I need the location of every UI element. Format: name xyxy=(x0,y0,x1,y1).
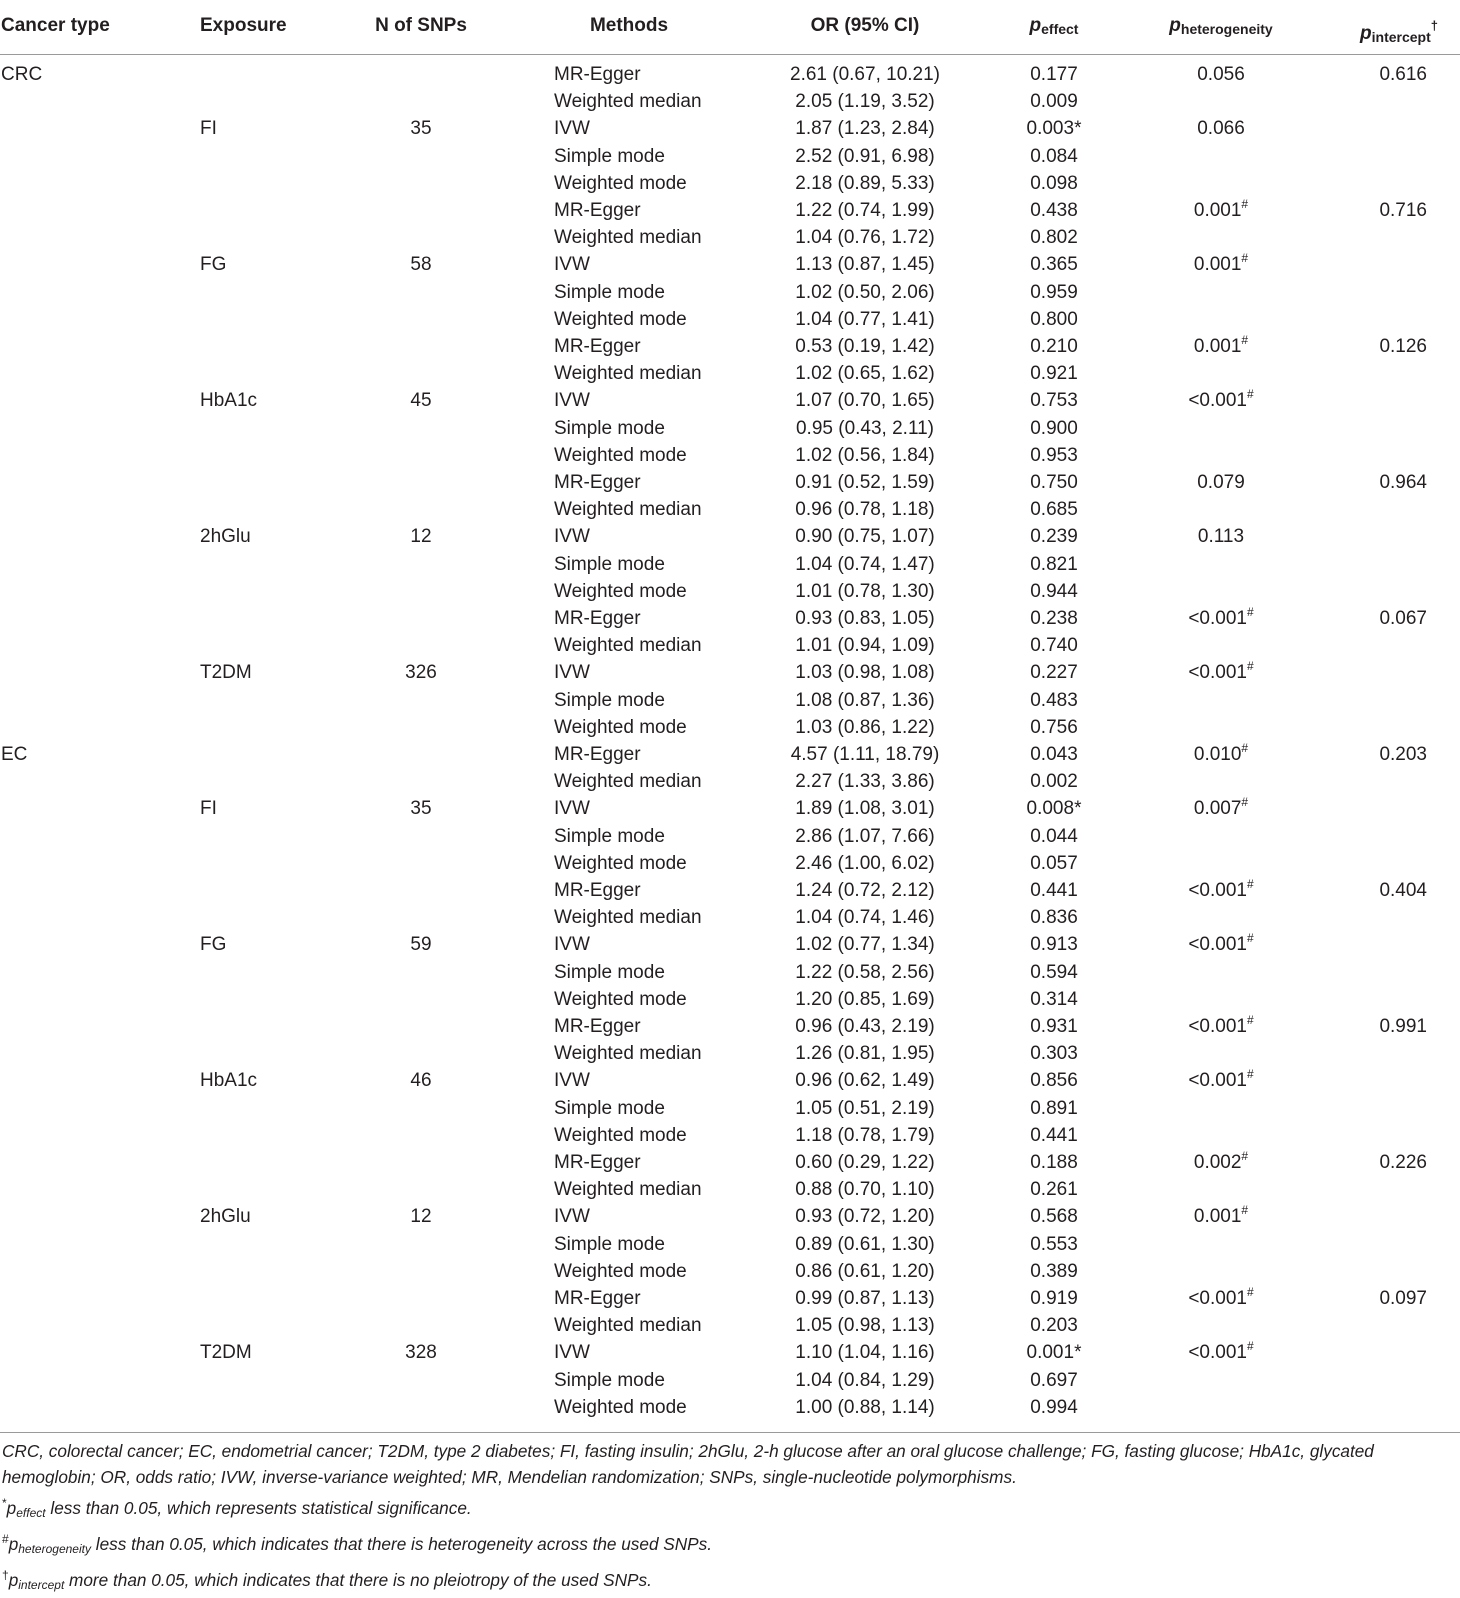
cell-method: IVW xyxy=(554,1070,590,1092)
cell-or-ci: 2.18 (0.89, 5.33) xyxy=(795,172,935,194)
cell-n-snps: 58 xyxy=(410,254,432,276)
cell-or-ci: 2.61 (0.67, 10.21) xyxy=(790,64,940,85)
cell-cancer-type: EC xyxy=(1,744,28,765)
cell-p-effect: 0.001* xyxy=(1026,1342,1082,1364)
cell-method: Weighted mode xyxy=(554,852,687,874)
cell-or-ci: 1.02 (0.65, 1.62) xyxy=(795,363,935,385)
cell-or-ci: 0.96 (0.62, 1.49) xyxy=(795,1070,935,1092)
cell-or-ci: 1.04 (0.74, 1.47) xyxy=(795,553,935,575)
cell-p-effect: 0.821 xyxy=(1030,553,1078,575)
cell-p-effect: 0.802 xyxy=(1030,227,1078,249)
table-row xyxy=(0,1367,1460,1394)
cell-p-effect: 0.438 xyxy=(1030,200,1078,221)
cell-or-ci: 1.02 (0.77, 1.34) xyxy=(795,934,935,956)
cell-n-snps: 326 xyxy=(405,662,437,684)
cell-method: Weighted mode xyxy=(554,1260,687,1282)
table-row xyxy=(0,1231,1460,1258)
cell-p-heterogeneity: <0.001# xyxy=(1188,1285,1254,1309)
table-row xyxy=(0,197,1460,224)
cell-p-effect: 0.913 xyxy=(1030,934,1078,956)
cell-method: MR-Egger xyxy=(554,880,641,901)
cell-method: Weighted median xyxy=(554,1179,702,1201)
table-row xyxy=(0,605,1460,632)
table-row xyxy=(0,632,1460,659)
cell-method: IVW xyxy=(554,934,590,956)
header-methods: Methods xyxy=(589,15,669,36)
cell-method: Simple mode xyxy=(554,1233,665,1255)
cell-p-effect: 0.389 xyxy=(1030,1260,1078,1282)
cell-p-effect: 0.203 xyxy=(1030,1315,1078,1337)
table-row xyxy=(0,496,1460,523)
table-row xyxy=(0,578,1460,605)
cell-p-effect: 0.919 xyxy=(1030,1288,1078,1309)
cell-p-effect: 0.959 xyxy=(1030,281,1078,303)
cell-p-effect: 0.057 xyxy=(1030,852,1078,874)
cell-or-ci: 1.13 (0.87, 1.45) xyxy=(795,254,935,276)
heterogeneity-mark: # xyxy=(1241,1203,1249,1218)
cell-method: MR-Egger xyxy=(554,1152,641,1173)
cell-p-heterogeneity: <0.001# xyxy=(1188,877,1254,901)
heterogeneity-mark: # xyxy=(1241,333,1249,347)
cell-p-effect: 0.314 xyxy=(1030,988,1078,1010)
cell-p-effect: 0.800 xyxy=(1030,308,1078,330)
cell-p-heterogeneity: 0.056 xyxy=(1197,64,1245,85)
cell-p-effect: 0.303 xyxy=(1030,1043,1078,1065)
table-row xyxy=(0,1122,1460,1149)
cell-or-ci: 1.87 (1.23, 2.84) xyxy=(795,118,935,140)
cell-method: IVW xyxy=(554,390,590,412)
cell-p-effect: 0.753 xyxy=(1030,390,1078,412)
table-row xyxy=(0,1258,1460,1285)
cell-method: IVW xyxy=(554,1342,590,1364)
cell-method: Weighted mode xyxy=(554,172,687,194)
cell-p-intercept: 0.097 xyxy=(1379,1288,1427,1309)
cell-method: IVW xyxy=(554,118,590,140)
cell-method: Simple mode xyxy=(554,417,665,439)
table-row xyxy=(0,714,1460,741)
cell-p-heterogeneity: 0.001# xyxy=(1193,333,1249,357)
cell-exposure: FI xyxy=(200,798,217,820)
cell-p-effect: 0.044 xyxy=(1030,825,1078,847)
header-p-heterogeneity: pheterogeneity xyxy=(1169,15,1273,37)
cell-p-effect: 0.177 xyxy=(1030,64,1078,85)
cell-p-effect: 0.261 xyxy=(1030,1179,1078,1201)
cell-p-effect: 0.568 xyxy=(1030,1206,1078,1228)
cell-method: Simple mode xyxy=(554,145,665,167)
cell-p-heterogeneity: <0.001# xyxy=(1188,1013,1254,1037)
cell-p-effect: 0.227 xyxy=(1030,662,1078,684)
table-row xyxy=(0,1312,1460,1339)
cell-exposure: 2hGlu xyxy=(200,526,251,548)
cell-p-heterogeneity: 0.007# xyxy=(1193,795,1249,820)
cell-or-ci: 0.96 (0.78, 1.18) xyxy=(795,499,935,521)
cell-method: Simple mode xyxy=(554,1369,665,1391)
table-row xyxy=(0,224,1460,251)
table-row xyxy=(0,741,1460,768)
cell-or-ci: 0.60 (0.29, 1.22) xyxy=(795,1152,935,1173)
table-row xyxy=(0,795,1460,822)
cell-method: Weighted median xyxy=(554,227,702,249)
table-row xyxy=(0,1067,1460,1094)
table-row xyxy=(0,442,1460,469)
heterogeneity-mark: # xyxy=(1246,1013,1254,1027)
cell-or-ci: 0.93 (0.72, 1.20) xyxy=(795,1206,935,1228)
cell-cancer-type: CRC xyxy=(1,64,43,85)
heterogeneity-mark: # xyxy=(1246,1285,1254,1299)
cell-or-ci: 2.52 (0.91, 6.98) xyxy=(795,145,935,167)
cell-p-effect: 0.009 xyxy=(1030,91,1078,113)
cell-or-ci: 0.86 (0.61, 1.20) xyxy=(795,1260,935,1282)
heterogeneity-mark: # xyxy=(1246,387,1254,402)
cell-p-heterogeneity: 0.001# xyxy=(1193,251,1249,276)
cell-method: MR-Egger xyxy=(554,336,641,357)
table-row xyxy=(0,415,1460,442)
cell-n-snps: 35 xyxy=(410,798,432,820)
table-row xyxy=(0,1394,1460,1421)
cell-p-effect: 0.836 xyxy=(1030,907,1078,929)
cell-method: IVW xyxy=(554,1206,590,1228)
cell-n-snps: 328 xyxy=(405,1342,437,1364)
table-row xyxy=(0,170,1460,197)
cell-p-heterogeneity: 0.113 xyxy=(1197,526,1245,548)
table-row xyxy=(0,986,1460,1013)
table-row xyxy=(0,1285,1460,1312)
cell-or-ci: 2.46 (1.00, 6.02) xyxy=(795,852,935,874)
table-row xyxy=(0,551,1460,578)
cell-method: Weighted median xyxy=(554,907,702,929)
cell-p-effect: 0.594 xyxy=(1030,961,1078,983)
heterogeneity-mark: # xyxy=(1246,605,1254,619)
heterogeneity-mark: # xyxy=(1246,931,1254,946)
cell-method: Weighted median xyxy=(554,771,702,793)
cell-or-ci: 1.07 (0.70, 1.65) xyxy=(795,390,935,412)
cell-p-effect: 0.900 xyxy=(1030,417,1078,439)
cell-method: MR-Egger xyxy=(554,1016,641,1037)
cell-method: MR-Egger xyxy=(554,472,641,493)
cell-p-effect: 0.483 xyxy=(1030,689,1078,711)
cell-method: Simple mode xyxy=(554,689,665,711)
cell-p-heterogeneity: 0.001# xyxy=(1193,197,1249,221)
cell-p-intercept: 0.126 xyxy=(1379,336,1427,357)
cell-or-ci: 1.02 (0.56, 1.84) xyxy=(795,444,935,466)
table-row xyxy=(0,850,1460,877)
cell-or-ci: 0.93 (0.83, 1.05) xyxy=(795,608,935,629)
table-row xyxy=(0,387,1460,414)
cell-method: Simple mode xyxy=(554,281,665,303)
cell-p-effect: 0.856 xyxy=(1030,1070,1078,1092)
cell-p-effect: 0.441 xyxy=(1030,1124,1078,1146)
table-row xyxy=(0,1013,1460,1040)
cell-exposure: T2DM xyxy=(200,662,252,684)
cell-p-effect: 0.953 xyxy=(1030,444,1078,466)
heterogeneity-mark: # xyxy=(1246,877,1254,891)
cell-method: Simple mode xyxy=(554,553,665,575)
cell-method: Weighted mode xyxy=(554,716,687,738)
cell-method: MR-Egger xyxy=(554,744,641,765)
cell-exposure: T2DM xyxy=(200,1342,252,1364)
footnote-heterogeneity: #pheterogeneity less than 0.05, which indicates that there is heterogeneity across the used SNPs. xyxy=(2,1532,712,1556)
cell-exposure: HbA1c xyxy=(200,390,258,412)
table-row xyxy=(0,659,1460,686)
cell-or-ci: 1.26 (0.81, 1.95) xyxy=(795,1043,935,1065)
table-row xyxy=(0,877,1460,904)
footnote-abbreviations: CRC, colorectal cancer; EC, endometrial cancer; T2DM, type 2 diabetes; FI, fasting insulin; 2hGlu, 2-h glucose after an oral glucose challenge; FG, fasting glucose; HbA1c, glycated hemoglobin; OR, odds ratio; IVW, inverse-variance weighted; MR, Mendelian randomization; SNPs, single-nucleotide polymorphisms. xyxy=(2,1441,1374,1487)
cell-n-snps: 46 xyxy=(410,1070,432,1092)
heterogeneity-mark: # xyxy=(1241,741,1249,755)
cell-p-effect: 0.098 xyxy=(1030,172,1078,194)
cell-p-intercept: 0.716 xyxy=(1379,200,1427,221)
cell-or-ci: 0.95 (0.43, 2.11) xyxy=(795,417,935,439)
table-row xyxy=(0,1176,1460,1203)
cell-or-ci: 0.90 (0.75, 1.07) xyxy=(795,526,935,548)
cell-or-ci: 1.01 (0.94, 1.09) xyxy=(795,635,935,657)
cell-exposure: HbA1c xyxy=(200,1070,258,1092)
table-row xyxy=(0,1149,1460,1176)
table-row xyxy=(0,115,1460,142)
cell-method: Simple mode xyxy=(554,961,665,983)
cell-or-ci: 1.04 (0.76, 1.72) xyxy=(795,227,935,249)
cell-method: Simple mode xyxy=(554,1097,665,1119)
cell-method: MR-Egger xyxy=(554,1288,641,1309)
table-header xyxy=(0,0,1460,55)
cell-p-heterogeneity: 0.010# xyxy=(1193,741,1249,765)
heterogeneity-mark: # xyxy=(1241,251,1249,266)
cell-n-snps: 12 xyxy=(410,1206,432,1228)
cell-n-snps: 45 xyxy=(410,390,432,412)
cell-or-ci: 1.04 (0.84, 1.29) xyxy=(795,1369,935,1391)
cell-or-ci: 2.05 (1.19, 3.52) xyxy=(795,91,935,113)
table-row xyxy=(0,687,1460,714)
cell-p-heterogeneity: 0.079 xyxy=(1197,472,1245,493)
header-exposure: Exposure xyxy=(200,15,287,36)
table-row xyxy=(0,306,1460,333)
cell-or-ci: 1.03 (0.98, 1.08) xyxy=(795,662,935,684)
cell-p-heterogeneity: <0.001# xyxy=(1188,605,1254,629)
cell-method: MR-Egger xyxy=(554,64,641,85)
cell-n-snps: 59 xyxy=(410,934,432,956)
cell-p-heterogeneity: <0.001# xyxy=(1188,1067,1254,1092)
cell-or-ci: 1.22 (0.58, 2.56) xyxy=(795,961,935,983)
cell-p-effect: 0.084 xyxy=(1030,145,1078,167)
cell-or-ci: 1.20 (0.85, 1.69) xyxy=(795,988,935,1010)
table-row xyxy=(0,931,1460,958)
cell-p-intercept: 0.404 xyxy=(1379,880,1427,901)
cell-p-heterogeneity: 0.066 xyxy=(1197,118,1245,140)
cell-or-ci: 1.22 (0.74, 1.99) xyxy=(795,200,935,221)
cell-p-effect: 0.003* xyxy=(1026,118,1082,140)
cell-method: IVW xyxy=(554,798,590,820)
cell-or-ci: 1.18 (0.78, 1.79) xyxy=(795,1124,935,1146)
cell-or-ci: 2.27 (1.33, 3.86) xyxy=(795,771,935,793)
table-row xyxy=(0,959,1460,986)
cell-p-intercept: 0.226 xyxy=(1379,1152,1427,1173)
cell-method: Weighted median xyxy=(554,635,702,657)
table-row xyxy=(0,61,1460,88)
cell-or-ci: 0.53 (0.19, 1.42) xyxy=(795,336,935,357)
cell-p-effect: 0.994 xyxy=(1030,1396,1078,1418)
table-row xyxy=(0,251,1460,278)
header-cancer-type: Cancer type xyxy=(1,15,110,36)
table-row xyxy=(0,143,1460,170)
cell-p-heterogeneity: 0.002# xyxy=(1193,1149,1249,1173)
cell-p-heterogeneity: <0.001# xyxy=(1188,387,1254,412)
table-row xyxy=(0,1339,1460,1366)
cell-p-heterogeneity: <0.001# xyxy=(1188,1339,1254,1364)
table-row xyxy=(0,279,1460,306)
cell-p-effect: 0.008* xyxy=(1026,798,1082,820)
table-row xyxy=(0,1203,1460,1230)
cell-or-ci: 1.02 (0.50, 2.06) xyxy=(795,281,935,303)
cell-p-effect: 0.553 xyxy=(1030,1233,1078,1255)
cell-exposure: FG xyxy=(200,254,227,276)
header-p-intercept: pintercept† xyxy=(1360,18,1438,45)
cell-exposure: 2hGlu xyxy=(200,1206,251,1228)
cell-method: MR-Egger xyxy=(554,200,641,221)
table-row xyxy=(0,768,1460,795)
cell-method: IVW xyxy=(554,254,590,276)
cell-or-ci: 1.01 (0.78, 1.30) xyxy=(795,580,935,602)
cell-or-ci: 2.86 (1.07, 7.66) xyxy=(795,825,935,847)
cell-method: Weighted median xyxy=(554,1315,702,1337)
cell-p-heterogeneity: <0.001# xyxy=(1188,931,1254,956)
cell-or-ci: 1.03 (0.86, 1.22) xyxy=(795,716,935,738)
cell-method: Simple mode xyxy=(554,825,665,847)
cell-p-effect: 0.002 xyxy=(1030,771,1078,793)
cell-or-ci: 1.08 (0.87, 1.36) xyxy=(795,689,935,711)
cell-p-effect: 0.750 xyxy=(1030,472,1078,493)
cell-or-ci: 0.88 (0.70, 1.10) xyxy=(795,1179,935,1201)
cell-p-effect: 0.944 xyxy=(1030,580,1078,602)
table-row xyxy=(0,904,1460,931)
header-or-ci: OR (95% CI) xyxy=(810,15,920,36)
cell-method: Weighted mode xyxy=(554,988,687,1010)
heterogeneity-mark: # xyxy=(1246,1339,1254,1354)
table-row xyxy=(0,88,1460,115)
cell-p-effect: 0.921 xyxy=(1030,363,1078,385)
table-row xyxy=(0,523,1460,550)
cell-method: Weighted median xyxy=(554,363,702,385)
cell-p-intercept: 0.203 xyxy=(1379,744,1427,765)
cell-p-effect: 0.685 xyxy=(1030,499,1078,521)
cell-p-heterogeneity: <0.001# xyxy=(1188,659,1254,684)
header-n-snps: N of SNPs xyxy=(375,15,467,36)
cell-or-ci: 0.89 (0.61, 1.30) xyxy=(795,1233,935,1255)
cell-p-effect: 0.740 xyxy=(1030,635,1078,657)
cell-or-ci: 4.57 (1.11, 18.79) xyxy=(790,744,940,765)
cell-n-snps: 35 xyxy=(410,118,432,140)
table-row xyxy=(0,333,1460,360)
table-bottom-rule xyxy=(0,1432,1460,1433)
cell-p-intercept: 0.964 xyxy=(1379,472,1427,493)
cell-or-ci: 1.10 (1.04, 1.16) xyxy=(795,1342,935,1364)
cell-method: Weighted mode xyxy=(554,444,687,466)
cell-method: Weighted mode xyxy=(554,580,687,602)
cell-p-effect: 0.188 xyxy=(1030,1152,1078,1173)
cell-or-ci: 1.05 (0.51, 2.19) xyxy=(795,1097,935,1119)
heterogeneity-mark: # xyxy=(1246,1067,1254,1082)
cell-or-ci: 0.91 (0.52, 1.59) xyxy=(795,472,935,493)
cell-p-effect: 0.756 xyxy=(1030,716,1078,738)
cell-method: IVW xyxy=(554,526,590,548)
cell-p-effect: 0.365 xyxy=(1030,254,1078,276)
cell-method: Weighted median xyxy=(554,91,702,113)
table-row xyxy=(0,1040,1460,1067)
cell-or-ci: 1.89 (1.08, 3.01) xyxy=(795,798,935,820)
cell-p-intercept: 0.616 xyxy=(1379,64,1427,85)
header-p-effect: peffect xyxy=(1029,15,1079,37)
cell-or-ci: 1.04 (0.77, 1.41) xyxy=(795,308,935,330)
table-row xyxy=(0,823,1460,850)
cell-p-intercept: 0.067 xyxy=(1379,608,1427,629)
cell-or-ci: 0.96 (0.43, 2.19) xyxy=(795,1016,935,1037)
footnote-effect: *peffect less than 0.05, which represents statistical significance. xyxy=(2,1496,472,1520)
heterogeneity-mark: # xyxy=(1241,1149,1249,1163)
cell-or-ci: 0.99 (0.87, 1.13) xyxy=(795,1288,935,1309)
footnote-intercept: †pintercept more than 0.05, which indicates that there is no pleiotropy of the used SNPs. xyxy=(2,1568,652,1592)
heterogeneity-mark: # xyxy=(1246,659,1254,674)
cell-exposure: FG xyxy=(200,934,227,956)
cell-p-effect: 0.697 xyxy=(1030,1369,1078,1391)
cell-p-heterogeneity: 0.001# xyxy=(1193,1203,1249,1228)
cell-or-ci: 1.05 (0.98, 1.13) xyxy=(795,1315,935,1337)
cell-method: IVW xyxy=(554,662,590,684)
cell-exposure: FI xyxy=(200,118,217,140)
cell-p-effect: 0.931 xyxy=(1030,1016,1078,1037)
table-row xyxy=(0,1095,1460,1122)
cell-p-intercept: 0.991 xyxy=(1379,1016,1427,1037)
table-row xyxy=(0,469,1460,496)
cell-p-effect: 0.239 xyxy=(1030,526,1078,548)
cell-p-effect: 0.441 xyxy=(1030,880,1078,901)
cell-or-ci: 1.04 (0.74, 1.46) xyxy=(795,907,935,929)
cell-p-effect: 0.210 xyxy=(1030,336,1078,357)
cell-method: Weighted mode xyxy=(554,1396,687,1418)
heterogeneity-mark: # xyxy=(1241,197,1249,211)
table-footnotes xyxy=(2,1438,1454,1598)
cell-or-ci: 1.24 (0.72, 2.12) xyxy=(795,880,935,901)
cell-or-ci: 1.00 (0.88, 1.14) xyxy=(795,1396,935,1418)
table-row xyxy=(0,360,1460,387)
cell-method: Weighted median xyxy=(554,499,702,521)
cell-p-effect: 0.238 xyxy=(1030,608,1078,629)
cell-p-effect: 0.043 xyxy=(1030,744,1078,765)
heterogeneity-mark: # xyxy=(1241,795,1249,810)
cell-method: Weighted mode xyxy=(554,308,687,330)
cell-p-effect: 0.891 xyxy=(1030,1097,1078,1119)
cell-n-snps: 12 xyxy=(410,526,432,548)
cell-method: MR-Egger xyxy=(554,608,641,629)
cell-method: Weighted mode xyxy=(554,1124,687,1146)
cell-method: Weighted median xyxy=(554,1043,702,1065)
